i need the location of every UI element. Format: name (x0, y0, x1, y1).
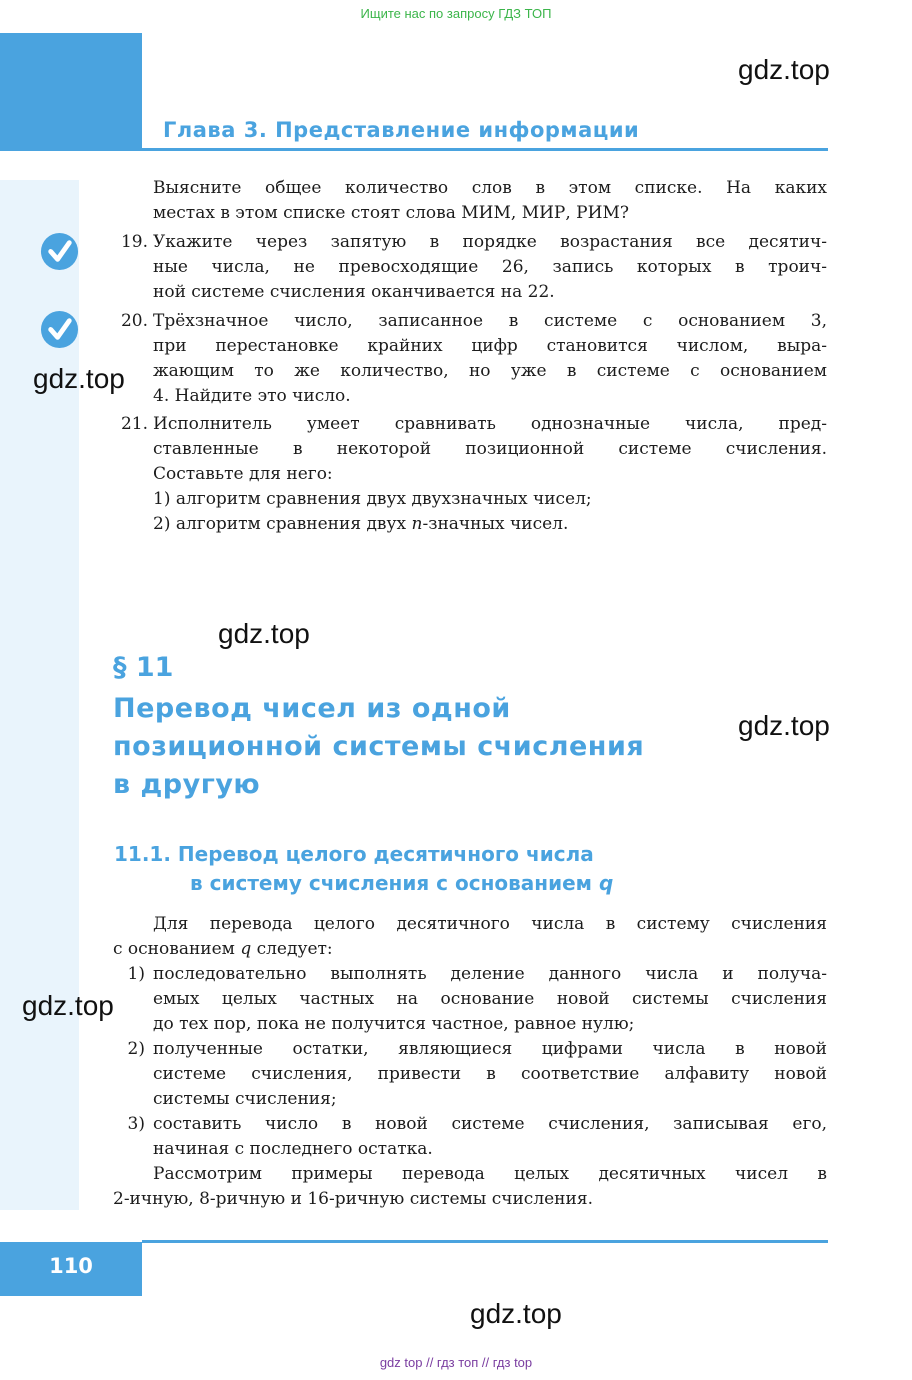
text-line (113, 937, 827, 962)
bottom-links[interactable]: gdz top // гдз топ // гдз top (379, 1355, 533, 1370)
text-line: Рассмотрим примеры перевода целых десятичных чисел в (153, 1164, 827, 1184)
text-line: Составьте для него: (153, 464, 333, 484)
section-title-line: в другую (113, 769, 261, 800)
text-line: ные числа, не превосходящие 26, запись которых в троич- (153, 257, 827, 277)
check-circle-icon (40, 310, 79, 349)
check-circle-icon (40, 232, 79, 271)
text: следует: (251, 939, 333, 959)
variable-q: q (240, 939, 252, 959)
chapter-title: Глава 3. Представление информации (163, 118, 640, 142)
section-title (113, 690, 644, 804)
step-2 (153, 1037, 827, 1112)
item-text: 2) алгоритм сравнения двух (153, 514, 412, 534)
closing-paragraph (113, 1162, 827, 1212)
text-line: системы счисления; (153, 1089, 337, 1109)
text-line: до тех пор, пока не получится частное, равное нулю; (153, 1014, 635, 1034)
subsection-text: в систему счисления с основанием (190, 871, 599, 895)
top-banner[interactable]: Ищите нас по запросу ГДЗ ТОП (360, 6, 552, 21)
text-line: системе счисления, привести в соответствие алфавиту новой (153, 1064, 827, 1084)
variable-n: n (411, 514, 423, 534)
header-block (0, 33, 142, 151)
watermark: gdz.top (738, 54, 830, 85)
text-line: Трёхзначное число, записанное в системе с основанием 3, (153, 311, 827, 331)
header-rule (142, 148, 828, 151)
watermark: gdz.top (33, 363, 125, 394)
text-line: ной системе счисления оканчивается на 22. (153, 282, 555, 302)
section-title-line: Перевод чисел из одной (113, 693, 511, 724)
text-line: местах в этом списке стоят слова МИМ, МИР, РИМ? (153, 203, 629, 223)
text-line: начиная с последнего остатка. (153, 1139, 433, 1159)
body-intro (113, 912, 827, 962)
watermark: gdz.top (218, 618, 310, 649)
exercise-number: 20. (120, 311, 148, 331)
watermark: gdz.top (470, 1298, 562, 1329)
text-line: ставленные в некоторой позиционной системе счисления. (153, 439, 827, 459)
subsection-title (114, 840, 613, 898)
exercise-19 (153, 230, 827, 305)
footer-rule (142, 1240, 828, 1243)
text-line: Укажите через запятую в порядке возрастания все десятич- (153, 232, 827, 252)
step-number: 2) (127, 1039, 145, 1059)
step-number: 1) (127, 964, 145, 984)
text: с основанием (113, 939, 241, 959)
text-line: составить число в новой системе счисления, записывая его, (153, 1114, 827, 1134)
item-text: -значных чисел. (422, 514, 569, 534)
section-title-line: позиционной системы счисления (113, 731, 645, 762)
text-line: при перестановке крайних цифр становится числом, выра- (153, 336, 827, 356)
watermark: gdz.top (22, 990, 114, 1021)
exercise-item (153, 512, 827, 537)
text-line: полученные остатки, являющиеся цифрами числа в новой (153, 1039, 827, 1059)
exercise-20 (153, 309, 827, 409)
step-number: 3) (127, 1114, 145, 1134)
text-line: Для перевода целого десятичного числа в систему счисления (153, 914, 827, 934)
exercise-21 (153, 412, 827, 537)
variable-q: q (598, 871, 614, 895)
exercise-number: 19. (120, 232, 148, 252)
text-line: жающим то же количество, но уже в системе с основанием (153, 361, 827, 381)
step-1 (153, 962, 827, 1037)
watermark: gdz.top (738, 710, 830, 741)
text-line: 4. Найдите это число. (153, 386, 351, 406)
text-line: емых целых частных на основание новой системы счисления (153, 989, 827, 1009)
text-line: последовательно выполнять деление данного числа и получа- (153, 964, 827, 984)
text-line: Выясните общее количество слов в этом списке. На каких (153, 178, 827, 198)
intro-paragraph (153, 176, 827, 226)
step-3 (153, 1112, 827, 1162)
subsection-title-line (114, 869, 613, 898)
subsection-title-line: 11.1. Перевод целого десятичного числа (114, 842, 594, 866)
section-number: § 11 (113, 652, 174, 683)
exercise-number: 21. (120, 414, 148, 434)
exercise-item: 1) алгоритм сравнения двух двухзначных чисел; (153, 489, 592, 509)
text-line: Исполнитель умеет сравнивать однозначные числа, пред- (153, 414, 827, 434)
page-number: 110 (49, 1254, 93, 1278)
text-line: 2-ичную, 8-ричную и 16-ричную системы счисления. (113, 1189, 593, 1209)
